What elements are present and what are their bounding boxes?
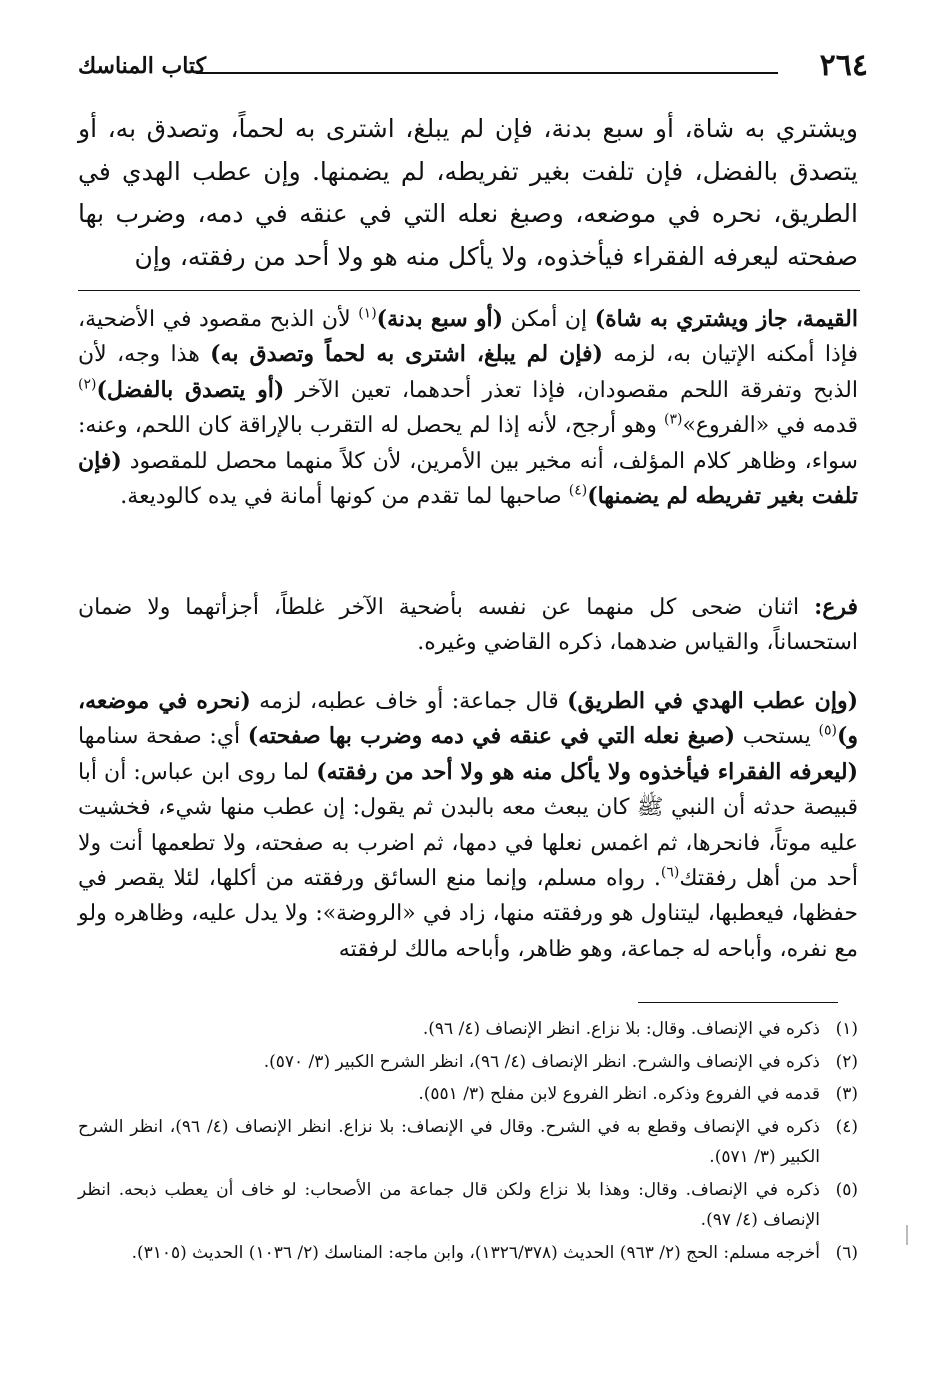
commentary-paragraph <box>78 684 858 967</box>
commentary-text: لأن الذبح مقصود في الأضحية، فإذا أمكنه الإتيان به، لزمه <box>78 307 859 368</box>
footnote-number: (٦) <box>835 1242 858 1263</box>
footnote-text: أخرجه مسلم: الحج (٢/ ٩٦٣) الحديث (١٣٢٦/٣٧٨)، وابن ماجه: المناسك (٢/ ١٠٣٦) الحديث (٣١٠٥). <box>131 1242 820 1263</box>
matn-text <box>78 108 858 278</box>
commentary-text: اثنان ضحى كل منهما عن نفسه بأضحية الآخر غلطاً، أجزأتهما ولا ضمان استحساناً، والقياس ضدهما، ذكره القاضي وغيره. <box>78 595 858 656</box>
footnote-text: ذكره في الإنصاف وقطع به في الشرح. وقال في الإنصاف: بلا نزاع. انظر الإنصاف (٤/ ٩٦)، انظر الشرح الكبير (٣/ ٥٧١). <box>78 1116 820 1167</box>
quoted-matn: (أو سبع بدنة) <box>376 306 503 332</box>
commentary-text: قدمه في «الفروع» <box>682 413 858 439</box>
footnote <box>78 1047 858 1078</box>
page-number: ٢٦٤ <box>819 48 868 83</box>
commentary-text: يستحب <box>735 724 819 750</box>
footnote <box>78 1014 858 1045</box>
footnotes <box>78 1014 858 1270</box>
quoted-matn: (أو يتصدق بالفضل) <box>96 376 285 403</box>
footnote-ref[interactable]: (١) <box>358 305 377 322</box>
footnote-divider <box>638 1002 838 1003</box>
commentary-text: هذا وجه، لأن الذبح وتفرقة اللحم مقصودان، فإذا تعذر أحدهما، تعين الآخر <box>78 342 858 403</box>
footnote-number: (١) <box>835 1019 858 1039</box>
quoted-matn: (صبغ نعله التي في عنقه في دمه وضرب بها صفحته) <box>247 723 736 750</box>
footnote-ref[interactable]: (٥) <box>818 723 837 740</box>
commentary-text: أي: صفحة سنامها <box>78 724 248 750</box>
footnote <box>78 1175 858 1236</box>
commentary-text: وهو أرجح، لأنه إذا لم يحصل له التقرب بالإراقة كان اللحم، وعنه: سواء، وظاهر كلام المؤلف، أنه مخير بين الأمرين، لأن كلاً منهما محصل للمقصود <box>78 413 858 474</box>
footnote <box>78 1112 858 1173</box>
commentary-text: لما روى ابن عباس: أن أبا قبيصة حدثه أن النبي ﷺ كان يبعث معه بالبدن ثم يقول: إن عطب منها شيء، فخشيت عليه موتاً، فانحرها، ثم اغمس نعلها في دمها، ثم اضرب به صفحته، ولا تطعمها أنت ولا أحد من أهل رفقتك <box>78 759 858 892</box>
commentary-paragraph <box>78 302 858 514</box>
footnote-ref[interactable]: (٤) <box>568 482 588 499</box>
commentary-paragraph <box>78 590 858 661</box>
quoted-matn: (ليعرفه الفقراء فيأخذوه ولا يأكل منه هو ولا أحد من رفقته) <box>316 758 858 785</box>
page-header <box>78 46 868 86</box>
running-title: كتاب المناسك <box>78 53 207 79</box>
quoted-matn: (نحره في موضعه، و) <box>78 688 858 750</box>
footnote-ref[interactable]: (٢) <box>78 376 97 393</box>
footnote-text: ذكره في الإنصاف. وقال: بلا نزاع. انظر الإنصاف (٤/ ٩٦). <box>422 1019 820 1039</box>
quoted-matn: (فإن تلفت بغير تفريطه لم يضمنها) <box>78 447 858 510</box>
scan-margin-mark <box>906 1225 908 1245</box>
footnote-ref[interactable]: (٦) <box>660 864 680 881</box>
quoted-matn: (وإن عطب الهدي في الطريق) <box>567 688 858 714</box>
footnote-text: ذكره في الإنصاف. وقال: وهذا بلا نزاع ولكن قال جماعة من الأصحاب: لو خاف أن يعطب ذبحه. انظر الإنصاف (٤/ ٩٧). <box>78 1179 820 1230</box>
footnote-number: (٥) <box>835 1179 858 1200</box>
footnote-number: (٣) <box>835 1084 858 1104</box>
footnote-number: (٤) <box>835 1116 858 1137</box>
footnote <box>78 1079 858 1110</box>
subsection-label: فرع: <box>814 594 858 620</box>
quoted-matn: القيمة، جاز ويشتري به شاة) <box>594 306 858 332</box>
quoted-matn: (فإن لم يبلغ، اشترى به لحماً وتصدق به) <box>210 341 603 368</box>
commentary-block-2 <box>78 590 858 661</box>
matn-paragraph: ويشتري به شاة، أو سبع بدنة، فإن لم يبلغ، اشترى به لحماً، وتصدق به، أو يتصدق بالفضل، فإن تلفت بغير تفريطه، لم يضمنها. وإن عطب الهدي في الطريق، نحره في موضعه، وصبغ نعله التي في عنقه في دمه، وضرب بها صفحته ليعرفه الفقراء فيأخذوه، ولا يأكل منه هو ولا أحد من رفقته، وإن <box>78 114 858 271</box>
footnote-text: ذكره في الإنصاف والشرح. انظر الإنصاف (٤/ ٩٦)، انظر الشرح الكبير (٣/ ٥٧٠). <box>263 1051 820 1072</box>
commentary-text: قال جماعة: أو خاف عطبه، لزمه <box>250 689 568 714</box>
matn-divider <box>78 290 860 291</box>
footnote <box>78 1238 858 1269</box>
footnote-ref[interactable]: (٣) <box>664 411 683 428</box>
commentary-text: . رواه مسلم، وإنما منع السائق ورفقته من أكلها، لئلا يقصر في حفظها، فيعطبها، ليتناول هو ورفقته منها، زاد في «الروضة»: ولا يدل عليه، وظاهره ولو مع نفره، وأباحه له جماعة، وهو ظاهر، وأباحه مالك لرفقته <box>78 866 858 962</box>
commentary-block-1 <box>78 302 858 514</box>
header-rule <box>196 72 778 74</box>
commentary-text: صاحبها لما تقدم من كونها أمانة في يده كالوديعة. <box>120 484 569 510</box>
footnote-text: قدمه في الفروع وذكره. انظر الفروع لابن مفلح (٣/ ٥٥١). <box>418 1084 820 1104</box>
commentary-block-3 <box>78 684 858 967</box>
footnote-number: (٢) <box>835 1051 858 1072</box>
commentary-text: إن أمكن <box>503 307 595 332</box>
